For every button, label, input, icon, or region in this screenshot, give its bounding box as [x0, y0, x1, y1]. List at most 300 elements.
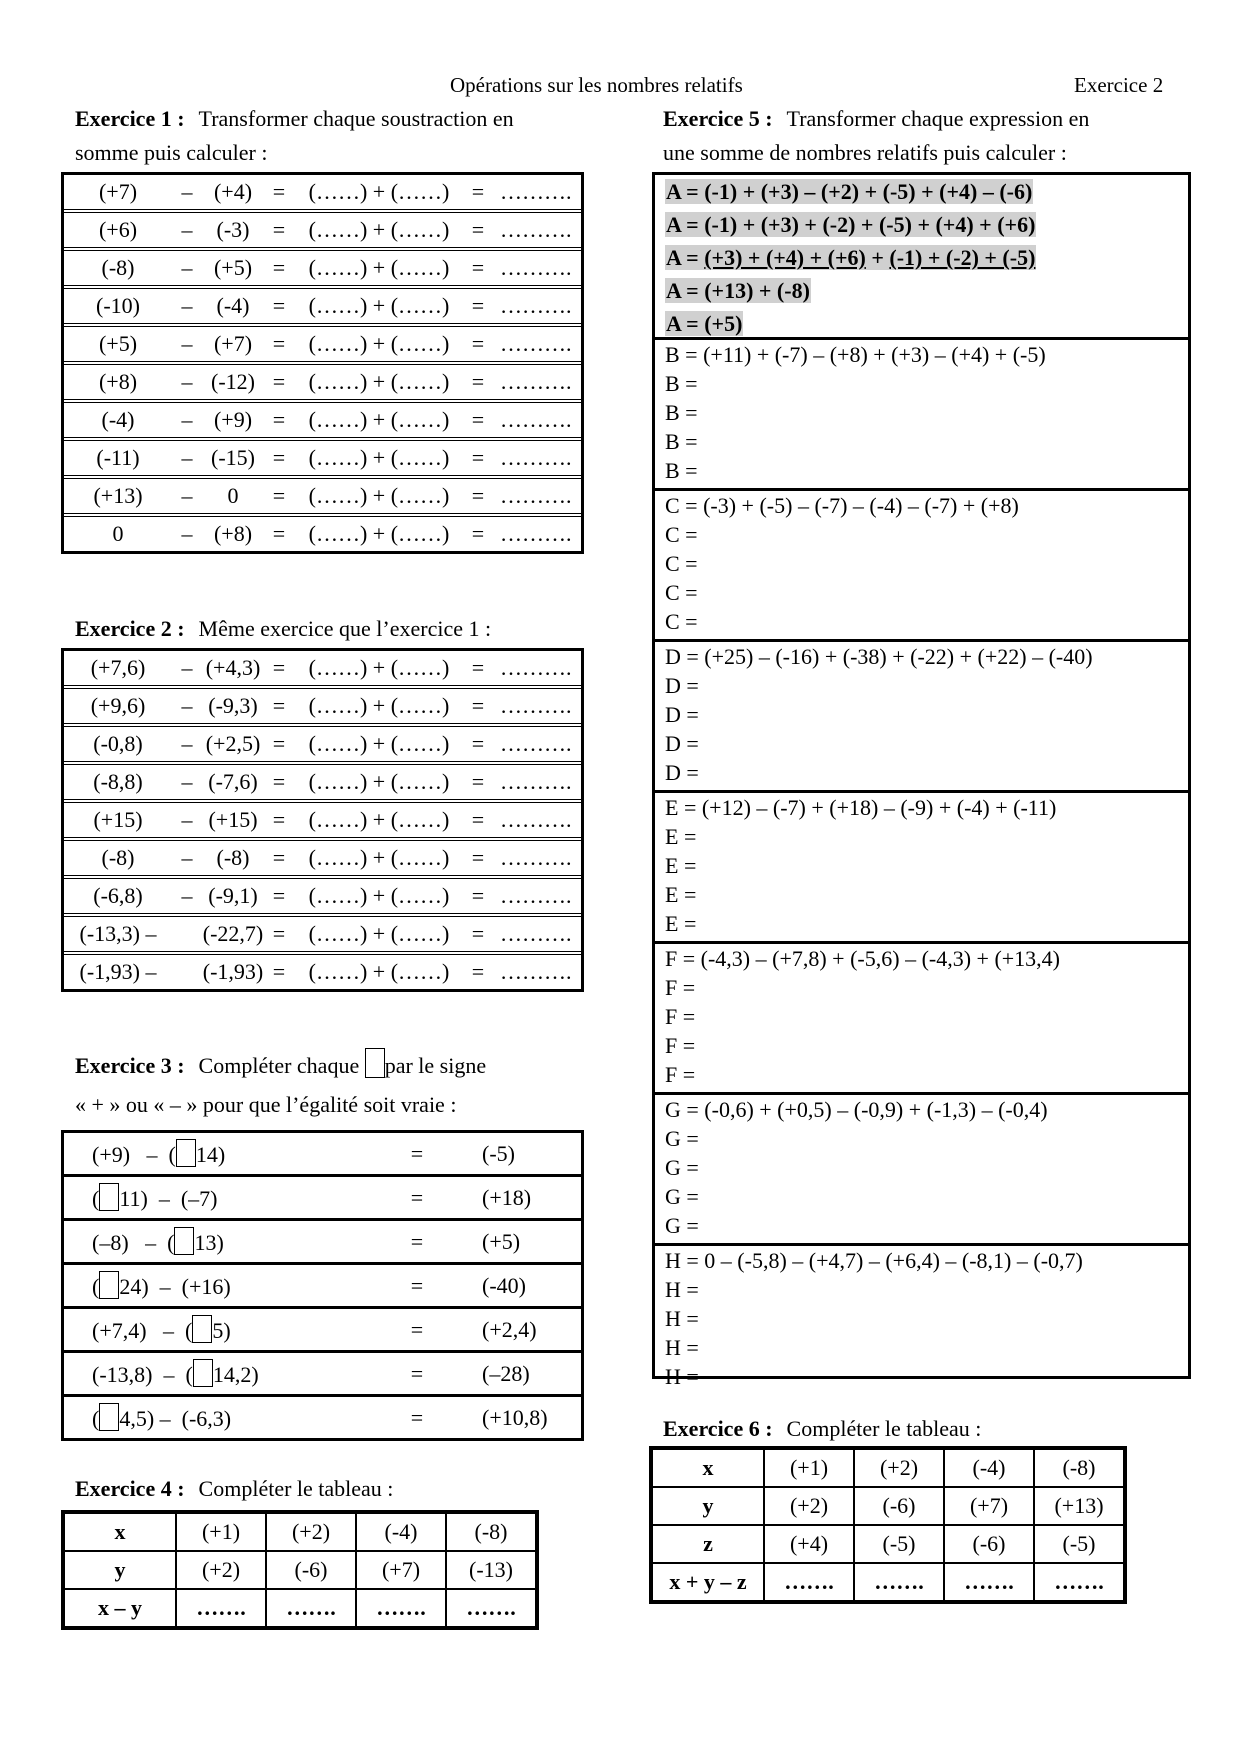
ex1-title: [75, 102, 514, 136]
answer-blanks[interactable]: (……) + (……): [294, 799, 464, 837]
ex2-label: Exercice 2 :: [75, 616, 185, 641]
result-blank[interactable]: ……….: [492, 323, 581, 361]
sign-box-input[interactable]: [99, 1271, 119, 1299]
table-row: [63, 1396, 583, 1440]
sign-box-input[interactable]: [99, 1403, 119, 1431]
equation-left: [63, 1352, 373, 1396]
result-blank[interactable]: ……….: [492, 875, 581, 913]
answer-cell[interactable]: …….: [446, 1589, 536, 1627]
equation-suffix: 4,5) – (-6,3): [119, 1406, 232, 1431]
expression: G = (-0,6) + (+0,5) – (-0,9) + (-1,3) – (-0,4): [665, 1097, 1048, 1122]
equation-suffix: 5): [212, 1318, 231, 1343]
answer-line[interactable]: B =: [665, 458, 698, 483]
ex4-table: [61, 1510, 539, 1630]
table-row: [652, 1525, 1124, 1563]
answer-blanks[interactable]: (……) + (……): [294, 475, 464, 513]
answer-cell[interactable]: …….: [266, 1589, 356, 1627]
ex4-label: Exercice 4 :: [75, 1476, 185, 1501]
result-blank[interactable]: ……….: [492, 361, 581, 399]
value-cell: (+7): [356, 1551, 446, 1589]
answer-line[interactable]: B =: [665, 429, 698, 454]
equation-left: [63, 1308, 373, 1352]
answer-cell[interactable]: …….: [944, 1563, 1034, 1601]
answer-line[interactable]: H =: [665, 1306, 699, 1331]
sign-box-input[interactable]: [174, 1227, 194, 1255]
ex5-block: [655, 1092, 1188, 1243]
ex3-instruction-b: par le signe: [384, 1053, 487, 1078]
answer-blanks[interactable]: (……) + (……): [294, 685, 464, 723]
row-header: x + y – z: [652, 1563, 764, 1601]
operand-a: (+6): [64, 209, 172, 247]
result-blank[interactable]: ……….: [492, 837, 581, 875]
answer-line[interactable]: G =: [665, 1184, 699, 1209]
operand-b: 0: [202, 475, 264, 513]
table-row: [64, 761, 581, 799]
answer-line[interactable]: D =: [665, 760, 699, 785]
equation-suffix: 14,2): [212, 1362, 259, 1387]
expression: D = (+25) – (-16) + (-38) + (-22) + (+22) – (-40): [665, 644, 1093, 669]
equation-suffix: 11) – (–7): [119, 1186, 218, 1211]
ex5-block: [655, 337, 1188, 488]
table-row: [652, 1487, 1124, 1525]
table-row: [64, 799, 581, 837]
equation-prefix: (–8) – (: [92, 1230, 175, 1255]
answer-blanks[interactable]: (……) + (……): [294, 513, 464, 551]
equation-suffix: 14): [195, 1142, 226, 1167]
operand-b: (+4,3): [202, 648, 264, 685]
answer-cell[interactable]: …….: [764, 1563, 854, 1601]
table-row: [64, 837, 581, 875]
answer-cell[interactable]: …….: [854, 1563, 944, 1601]
answer-line[interactable]: C =: [665, 522, 698, 547]
equals-sign: =: [264, 799, 294, 837]
value-cell: (-8): [446, 1513, 536, 1551]
ex3-table: [61, 1130, 584, 1441]
table-row: [64, 247, 581, 285]
value-cell: (+2): [176, 1551, 266, 1589]
operand-b: (-12): [202, 361, 264, 399]
operand-b: (-22,7): [202, 913, 264, 951]
equals-sign: =: [464, 875, 492, 913]
table-row: [64, 1551, 536, 1589]
answer-line[interactable]: H =: [665, 1335, 699, 1360]
answer-line[interactable]: C =: [665, 551, 698, 576]
ex1-instruction: Transformer chaque soustraction en: [198, 106, 514, 131]
ex1-instruction-2: somme puis calculer :: [75, 140, 268, 165]
equation-result: (+18): [462, 1176, 583, 1220]
equals-sign: =: [464, 323, 492, 361]
equals-sign: =: [264, 209, 294, 247]
equals-sign: =: [372, 1220, 462, 1264]
equals-sign: =: [372, 1396, 462, 1440]
table-row: [64, 285, 581, 323]
table-row: [64, 1589, 536, 1627]
table-row: [652, 1563, 1124, 1601]
answer-cell[interactable]: …….: [176, 1589, 266, 1627]
table-row: [63, 1176, 583, 1220]
operand-b: (+5): [202, 247, 264, 285]
answer-line[interactable]: E =: [665, 911, 697, 936]
minus-sign: –: [172, 685, 202, 723]
equation-result: (+2,4): [462, 1308, 583, 1352]
a-line-1: A = (-1) + (+3) – (+2) + (-5) + (+4) – (-6): [666, 179, 1033, 204]
ex3-title: [75, 1048, 486, 1083]
answer-box-icon: [365, 1048, 385, 1078]
value-cell: (+2): [266, 1513, 356, 1551]
equation-prefix: (-13,8) – (: [92, 1362, 193, 1387]
operand-b: (+2,5): [202, 723, 264, 761]
operand-b: (-3): [202, 209, 264, 247]
result-blank[interactable]: ……….: [492, 723, 581, 761]
ex4-instruction: Compléter le tableau :: [198, 1476, 394, 1501]
operand-a: (+5): [64, 323, 172, 361]
result-blank[interactable]: ……….: [492, 209, 581, 247]
equals-sign: =: [464, 951, 492, 989]
table-row: [64, 951, 581, 989]
equation-left: [63, 1264, 373, 1308]
answer-line[interactable]: C =: [665, 580, 698, 605]
operand-a: (+8): [64, 361, 172, 399]
equation-prefix: (: [92, 1186, 100, 1211]
ex5-box: [652, 172, 1191, 1389]
answer-blanks[interactable]: (……) + (……): [294, 172, 464, 209]
equation-prefix: (: [92, 1274, 100, 1299]
answer-blanks[interactable]: (……) + (……): [294, 723, 464, 761]
operand-b: (-9,1): [202, 875, 264, 913]
answer-blanks[interactable]: (……) + (……): [294, 913, 464, 951]
result-blank[interactable]: ……….: [492, 648, 581, 685]
answer-line[interactable]: E =: [665, 853, 697, 878]
equals-sign: =: [464, 648, 492, 685]
equation-prefix: (+7,4) – (: [92, 1318, 193, 1343]
answer-line[interactable]: H =: [665, 1277, 699, 1302]
ex4-title: [75, 1472, 393, 1506]
answer-blanks[interactable]: (……) + (……): [294, 875, 464, 913]
table-row: [64, 172, 581, 209]
result-blank[interactable]: ……….: [492, 399, 581, 437]
equals-sign: =: [464, 399, 492, 437]
operand-a: (+13): [64, 475, 172, 513]
ex1-label: Exercice 1 :: [75, 106, 185, 131]
operand-b: (-8): [202, 837, 264, 875]
ex5-block: [655, 488, 1188, 639]
operand-b: (+8): [202, 513, 264, 551]
ex1-table: [61, 172, 584, 554]
answer-blanks[interactable]: (……) + (……): [294, 285, 464, 323]
result-blank[interactable]: ……….: [492, 437, 581, 475]
equation-result: (+10,8): [462, 1396, 583, 1440]
equals-sign: =: [264, 951, 294, 989]
answer-blanks[interactable]: (……) + (……): [294, 437, 464, 475]
equals-sign: =: [264, 285, 294, 323]
equals-sign: =: [464, 285, 492, 323]
answer-line[interactable]: H =: [665, 1364, 699, 1389]
equals-sign: =: [464, 761, 492, 799]
ex6-title: [663, 1412, 981, 1446]
answer-blanks[interactable]: (……) + (……): [294, 761, 464, 799]
answer-line[interactable]: C =: [665, 609, 698, 634]
answer-line[interactable]: G =: [665, 1126, 699, 1151]
table-row: [64, 1513, 536, 1551]
value-cell: (-5): [1034, 1525, 1124, 1563]
answer-line[interactable]: D =: [665, 731, 699, 756]
equals-sign: =: [372, 1132, 462, 1176]
ex5-block: [655, 639, 1188, 790]
operand-a: (-1,93) –: [64, 951, 172, 989]
answer-line[interactable]: G =: [665, 1155, 699, 1180]
result-blank[interactable]: ……….: [492, 172, 581, 209]
result-blank[interactable]: ……….: [492, 913, 581, 951]
expression: F = (-4,3) – (+7,8) + (-5,6) – (-4,3) + (+13,4): [665, 946, 1061, 971]
equals-sign: =: [264, 172, 294, 209]
equation-result: (+5): [462, 1220, 583, 1264]
operand-a: (-4): [64, 399, 172, 437]
operand-b: (+4): [202, 172, 264, 209]
expression: E = (+12) – (-7) + (+18) – (-9) + (-4) + (-11): [665, 795, 1057, 820]
operand-a: 0: [64, 513, 172, 551]
equation-suffix: 24) – (+16): [119, 1274, 231, 1299]
minus-sign: –: [172, 837, 202, 875]
table-row: [64, 648, 581, 685]
answer-line[interactable]: F =: [665, 1033, 696, 1058]
table-row: [64, 723, 581, 761]
a-line-4: A = (+13) + (-8): [666, 278, 810, 303]
table-row: [63, 1220, 583, 1264]
result-blank[interactable]: ……….: [492, 685, 581, 723]
expression: H = 0 – (-5,8) – (+4,7) – (+6,4) – (-8,1) – (-0,7): [665, 1248, 1083, 1273]
answer-line[interactable]: G =: [665, 1213, 699, 1238]
operand-a: (-10): [64, 285, 172, 323]
operand-b: (+7): [202, 323, 264, 361]
result-blank[interactable]: ……….: [492, 951, 581, 989]
ex5-instruction: Transformer chaque expression en: [786, 106, 1090, 131]
table-row: [63, 1308, 583, 1352]
sign-box-input[interactable]: [192, 1315, 212, 1343]
equation-left: [63, 1176, 373, 1220]
operand-b: (+15): [202, 799, 264, 837]
table-row: [63, 1264, 583, 1308]
equals-sign: =: [372, 1352, 462, 1396]
value-cell: (-13): [446, 1551, 536, 1589]
ex5-block: [655, 941, 1188, 1092]
sign-box-input[interactable]: [176, 1139, 196, 1167]
answer-line[interactable]: F =: [665, 975, 696, 1000]
minus-sign: –: [172, 799, 202, 837]
equation-result: (-5): [462, 1132, 583, 1176]
result-blank[interactable]: ……….: [492, 799, 581, 837]
minus-sign: [172, 913, 202, 951]
value-cell: (+1): [764, 1449, 854, 1487]
operand-b: (-4): [202, 285, 264, 323]
equation-left: [63, 1396, 373, 1440]
answer-line[interactable]: B =: [665, 371, 698, 396]
equals-sign: =: [464, 475, 492, 513]
ex6-label: Exercice 6 :: [663, 1416, 773, 1441]
ex5-block: [655, 1243, 1188, 1389]
table-row: [64, 875, 581, 913]
equals-sign: =: [264, 437, 294, 475]
equals-sign: =: [464, 913, 492, 951]
result-blank[interactable]: ……….: [492, 475, 581, 513]
row-header: x – y: [64, 1589, 176, 1627]
equals-sign: =: [372, 1176, 462, 1220]
value-cell: (-6): [854, 1487, 944, 1525]
table-row: [64, 685, 581, 723]
minus-sign: –: [172, 172, 202, 209]
minus-sign: –: [172, 323, 202, 361]
answer-blanks[interactable]: (……) + (……): [294, 361, 464, 399]
minus-sign: –: [172, 437, 202, 475]
row-header: y: [652, 1487, 764, 1525]
table-row: [64, 513, 581, 551]
sign-box-input[interactable]: [193, 1359, 213, 1387]
minus-sign: –: [172, 513, 202, 551]
value-cell: (-5): [854, 1525, 944, 1563]
expression: B = (+11) + (-7) – (+8) + (+3) – (+4) + (-5): [665, 342, 1046, 367]
operand-a: (-8,8): [64, 761, 172, 799]
equals-sign: =: [464, 513, 492, 551]
minus-sign: –: [172, 761, 202, 799]
answer-cell[interactable]: …….: [356, 1589, 446, 1627]
a-line-3: A = (+3) + (+4) + (+6) + (-1) + (-2) + (-5): [666, 245, 1036, 270]
value-cell: (-6): [266, 1551, 356, 1589]
minus-sign: –: [172, 209, 202, 247]
operand-a: (-11): [64, 437, 172, 475]
equation-left: [63, 1220, 373, 1264]
value-cell: (+1): [176, 1513, 266, 1551]
equation-prefix: (: [92, 1406, 100, 1431]
equals-sign: =: [464, 247, 492, 285]
answer-blanks[interactable]: (……) + (……): [294, 323, 464, 361]
equals-sign: =: [464, 799, 492, 837]
equals-sign: =: [264, 513, 294, 551]
table-row: [63, 1352, 583, 1396]
equals-sign: =: [264, 913, 294, 951]
equals-sign: =: [464, 723, 492, 761]
minus-sign: –: [172, 247, 202, 285]
answer-line[interactable]: B =: [665, 400, 698, 425]
value-cell: (+2): [854, 1449, 944, 1487]
answer-line[interactable]: F =: [665, 1004, 696, 1029]
answer-line[interactable]: D =: [665, 702, 699, 727]
answer-line[interactable]: E =: [665, 882, 697, 907]
operand-a: (-8): [64, 247, 172, 285]
answer-line[interactable]: D =: [665, 673, 699, 698]
answer-blanks[interactable]: (……) + (……): [294, 837, 464, 875]
row-header: x: [64, 1513, 176, 1551]
answer-blanks[interactable]: (……) + (……): [294, 209, 464, 247]
operand-b: (-15): [202, 437, 264, 475]
result-blank[interactable]: ……….: [492, 247, 581, 285]
exercise-number: Exercice 2: [1074, 73, 1164, 97]
operand-b: (-9,3): [202, 685, 264, 723]
minus-sign: –: [172, 875, 202, 913]
equation-result: (-40): [462, 1264, 583, 1308]
operand-b: (-7,6): [202, 761, 264, 799]
answer-line[interactable]: E =: [665, 824, 697, 849]
table-row: [63, 1132, 583, 1176]
ex3-instruction: Compléter chaque: [198, 1053, 360, 1078]
answer-line[interactable]: F =: [665, 1062, 696, 1087]
equals-sign: =: [264, 723, 294, 761]
equals-sign: =: [264, 875, 294, 913]
ex2-table: [61, 648, 584, 992]
ex2-instruction: Même exercice que l’exercice 1 :: [198, 616, 492, 641]
equals-sign: =: [464, 437, 492, 475]
value-cell: (+13): [1034, 1487, 1124, 1525]
ex5-label: Exercice 5 :: [663, 106, 773, 131]
result-blank[interactable]: ……….: [492, 285, 581, 323]
ex5-block-a: [655, 172, 1188, 337]
operand-a: (-0,8): [64, 723, 172, 761]
equals-sign: =: [464, 837, 492, 875]
result-blank[interactable]: ……….: [492, 761, 581, 799]
ex5-instruction-2: une somme de nombres relatifs puis calculer :: [663, 140, 1067, 165]
equals-sign: =: [264, 361, 294, 399]
equals-sign: =: [264, 399, 294, 437]
operand-a: (+15): [64, 799, 172, 837]
operand-a: (-13,3) –: [64, 913, 172, 951]
value-cell: (-4): [356, 1513, 446, 1551]
a-line-2: A = (-1) + (+3) + (-2) + (-5) + (+4) + (+6): [666, 212, 1036, 237]
row-header: z: [652, 1525, 764, 1563]
table-row: [64, 209, 581, 247]
operand-a: (-6,8): [64, 875, 172, 913]
equation-prefix: (+9) – (: [92, 1142, 176, 1167]
equation-left: [63, 1132, 373, 1176]
ex2-title: [75, 612, 491, 646]
answer-cell[interactable]: …….: [1034, 1563, 1124, 1601]
ex5-title: [663, 102, 1089, 136]
operand-b: (+9): [202, 399, 264, 437]
table-row: [64, 475, 581, 513]
minus-sign: –: [172, 723, 202, 761]
ex6-table: [649, 1446, 1127, 1604]
result-blank[interactable]: ……….: [492, 513, 581, 551]
value-cell: (-8): [1034, 1449, 1124, 1487]
equation-result: (–28): [462, 1352, 583, 1396]
answer-blanks[interactable]: (……) + (……): [294, 247, 464, 285]
value-cell: (+2): [764, 1487, 854, 1525]
row-header: y: [64, 1551, 176, 1589]
answer-blanks[interactable]: (……) + (……): [294, 399, 464, 437]
minus-sign: –: [172, 475, 202, 513]
operand-a: (+7): [64, 172, 172, 209]
minus-sign: –: [172, 648, 202, 685]
ex6-instruction: Compléter le tableau :: [786, 1416, 982, 1441]
table-row: [64, 913, 581, 951]
answer-blanks[interactable]: (……) + (……): [294, 648, 464, 685]
equals-sign: =: [464, 685, 492, 723]
value-cell: (-6): [944, 1525, 1034, 1563]
operand-a: (+7,6): [64, 648, 172, 685]
equals-sign: =: [264, 761, 294, 799]
equals-sign: =: [464, 209, 492, 247]
equals-sign: =: [372, 1308, 462, 1352]
minus-sign: –: [172, 399, 202, 437]
minus-sign: –: [172, 361, 202, 399]
row-header: x: [652, 1449, 764, 1487]
equals-sign: =: [372, 1264, 462, 1308]
operand-a: (-8): [64, 837, 172, 875]
expression: C = (-3) + (-5) – (-7) – (-4) – (-7) + (+8): [665, 493, 1019, 518]
table-row: [64, 361, 581, 399]
table-row: [64, 437, 581, 475]
sign-box-input[interactable]: [99, 1183, 119, 1211]
minus-sign: [172, 951, 202, 989]
operand-b: (-1,93): [202, 951, 264, 989]
answer-blanks[interactable]: (……) + (……): [294, 951, 464, 989]
